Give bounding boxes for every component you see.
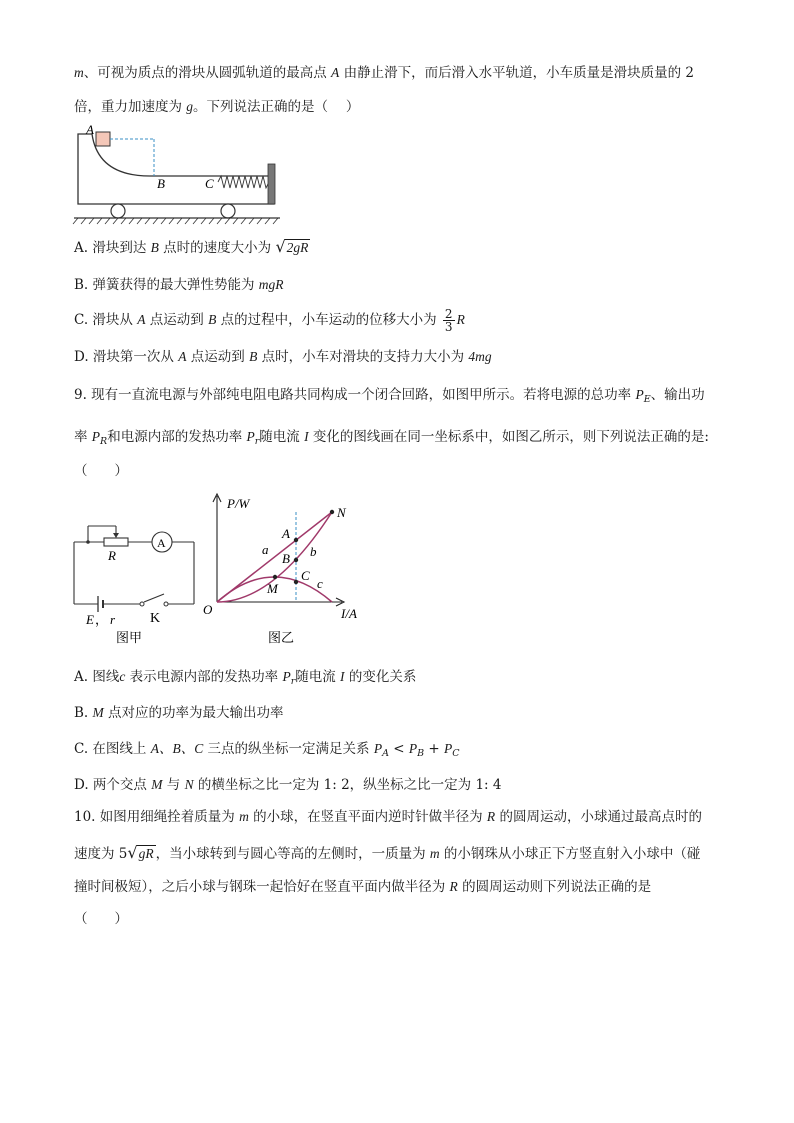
label-curve-b: b	[310, 544, 317, 559]
label-A: A	[86, 122, 94, 137]
figure-jia-caption: 图甲	[116, 630, 143, 645]
q9-stem-line1: 9. 现有一直流电源与外部纯电阻电路共同构成一个闭合回路，如图甲所示。若将电源的总功率 $P_E$、输出功	[74, 387, 705, 405]
label-curve-c: c	[317, 576, 323, 591]
origin-label: O	[203, 602, 213, 617]
label-point-M: M	[267, 581, 278, 596]
ammeter-label: A	[157, 536, 166, 550]
q8-stem-line1: m、可视为质点的滑块从圆弧轨道的最高点 A 由静止滑下，而后滑入水平轨道，小车质量是滑块质量的 2	[74, 65, 694, 81]
q9-stem-line3: （ ）	[74, 463, 128, 479]
point-A-dot	[294, 538, 298, 542]
q9-circuit-figure	[66, 514, 206, 646]
figure-yi-caption: 图乙	[268, 630, 295, 645]
q9-option-D: D. 两个交点 M 与 N 的横坐标之比一定为 1: 2，纵坐标之比一定为 1: 4	[74, 777, 502, 793]
label-point-A: A	[282, 526, 290, 541]
q9-option-B: B. M 点对应的功率为最大输出功率	[74, 705, 284, 721]
q8-cart-figure	[70, 122, 285, 226]
q8-option-A: A. 滑块到达 B 点时的速度大小为 √2gR	[74, 237, 309, 256]
rheostat-label: R	[108, 548, 116, 563]
switch-label: K	[150, 611, 161, 626]
q9-option-A: A. 图线c 表示电源内部的发热功率 $P_r$随电流 I 的变化关系	[74, 669, 417, 687]
label-curve-a: a	[262, 542, 269, 557]
q10-stem-line1: 10. 如图用细绳拴着质量为 m 的小球，在竖直平面内逆时针做半径为 R 的圆周运动，小球通过最高点时的	[74, 809, 702, 825]
label-C: C	[205, 176, 214, 191]
y-axis-label: P/W	[227, 496, 250, 511]
x-axis-label: I/A	[341, 606, 357, 621]
label-point-B: B	[282, 551, 290, 566]
q8-stem-line2: 倍，重力加速度为 g。下列说法正确的是（ ）	[74, 99, 360, 115]
point-N-dot	[330, 510, 334, 514]
q10-stem-line3: 撞时间极短），之后小球与钢珠一起恰好在竖直平面内做半径为 R 的圆周运动则下列说法正确的是	[74, 879, 652, 895]
q10-stem-line4: （ ）	[74, 911, 128, 927]
label-B: B	[157, 176, 165, 191]
point-B-dot	[294, 558, 298, 562]
q9-option-C: C. 在图线上 A、B、C 三点的纵坐标一定满足关系 $P_A < P_B + P_C$	[74, 741, 460, 759]
q9-stem-line2: 率 $P_R$和电源内部的发热功率 $P_r$随电流 I 变化的图线画在同一坐标系中，如图乙所示，则下列说法正确的是:	[74, 429, 709, 447]
label-point-C: C	[301, 568, 310, 583]
label-point-N: N	[337, 505, 346, 520]
q8-option-B: B. 弹簧获得的最大弹性势能为 mgR	[74, 277, 284, 293]
q8-option-D: D. 滑块第一次从 A 点运动到 B 点时，小车对滑块的支持力大小为 4mg	[74, 349, 492, 365]
internal-r-label: r	[110, 612, 116, 627]
svg-text:，: ，	[95, 612, 109, 627]
q8-option-C: C. 滑块从 A 点运动到 B 点的过程中，小车运动的位移大小为 $\frac{2}{3}$ R	[74, 307, 465, 334]
point-M-dot	[273, 575, 277, 579]
q9-power-graph	[200, 490, 380, 650]
point-C-dot	[294, 580, 298, 584]
q10-stem-line2: 速度为 5√gR ，当小球转到与圆心等高的左侧时，一质量为 m 的小钢珠从小球正下方竖直射入小球中（碰	[74, 843, 701, 862]
emf-label: E	[86, 612, 94, 627]
